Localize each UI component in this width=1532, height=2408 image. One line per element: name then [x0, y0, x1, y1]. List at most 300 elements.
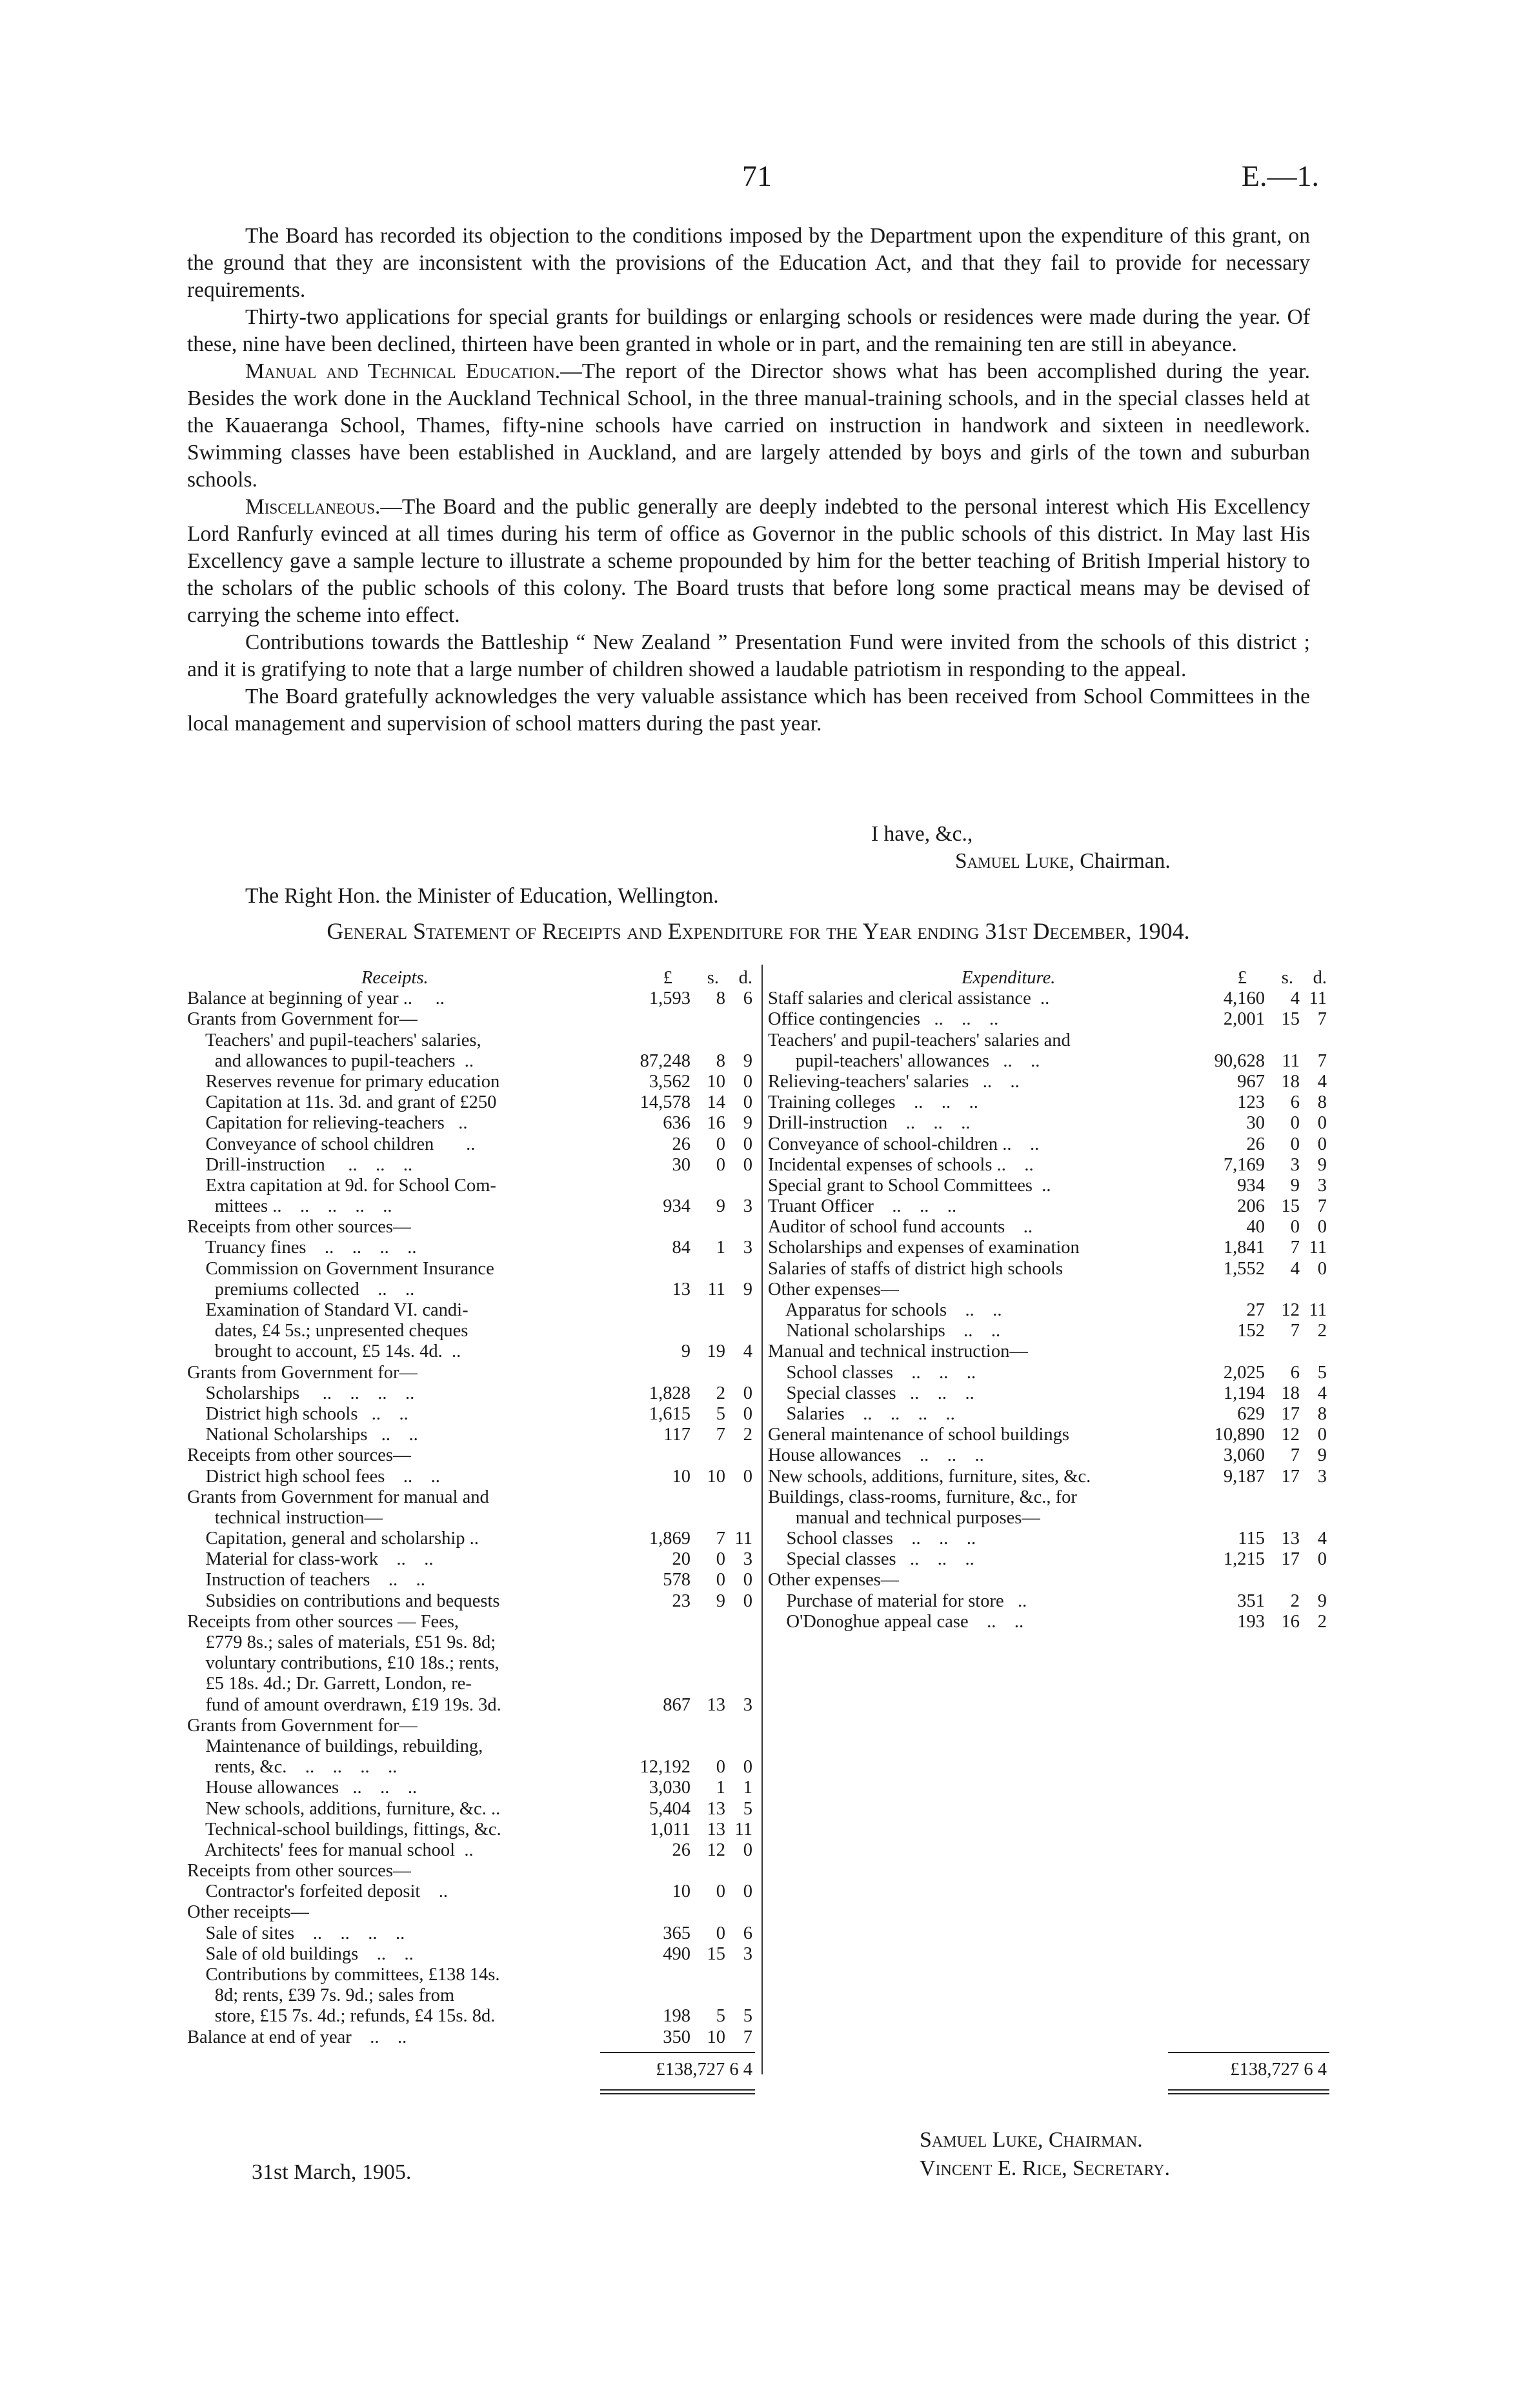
expenditure-heading: Expenditure.	[962, 968, 1056, 988]
receipts-row	[187, 1861, 755, 1881]
pounds-value: 3,060	[1223, 1445, 1265, 1466]
shillings-value: 16	[707, 1113, 725, 1134]
document-reference: E.—1.	[1241, 159, 1319, 192]
pence-value: 4	[1317, 1529, 1327, 1549]
item-label: Special grant to School Committees ..	[768, 1175, 1051, 1196]
pence-value: 11	[1309, 1238, 1327, 1258]
pounds-value: 1,841	[1223, 1238, 1265, 1258]
expenditure-row	[768, 1196, 1329, 1217]
pence-value: 0	[743, 1154, 752, 1175]
shillings-value: 0	[716, 1549, 725, 1570]
shillings-value: 4	[1290, 988, 1300, 1009]
shillings-value: 7	[1290, 1321, 1300, 1341]
item-label: Scholarships .. .. .. ..	[187, 1383, 415, 1403]
shillings-value: 8	[716, 988, 725, 1009]
item-label: District high schools .. ..	[187, 1403, 408, 1424]
receipts-header-row	[187, 968, 755, 988]
shillings-head: s.	[1281, 968, 1293, 988]
pence-value: 5	[1317, 1362, 1327, 1383]
paragraph-text: The Board has recorded its objection to the conditions imposed by the Department upon the expenditure of this grant, on the ground that they are inconsistent with the provisions of the Education Act, and that they fail to provide for necessary requirements.	[187, 224, 1310, 302]
pounds-value: 4,160	[1223, 988, 1265, 1009]
shillings-value: 9	[1290, 1175, 1300, 1196]
item-label: Commission on Government Insurance	[187, 1258, 494, 1279]
pounds-value: 5,404	[649, 1798, 690, 1819]
expenditure-row	[768, 1467, 1329, 1487]
shillings-value: 3	[1290, 1154, 1300, 1175]
page-number: 71	[742, 159, 772, 192]
pence-value: 9	[743, 1279, 752, 1299]
item-label: and allowances to pupil-teachers ..	[187, 1050, 474, 1071]
receipts-row	[187, 1425, 755, 1445]
expenditure-row	[768, 1529, 1329, 1549]
pounds-value: 1,593	[649, 988, 690, 1009]
expenditure-row	[768, 1321, 1329, 1341]
expenditure-total	[1168, 2060, 1329, 2080]
expenditure-row	[768, 1549, 1329, 1570]
expenditure-row	[768, 1009, 1329, 1030]
shillings-value: 7	[1290, 1238, 1300, 1258]
receipts-row	[187, 1799, 755, 1820]
pounds-value: 1,215	[1223, 1549, 1265, 1570]
statement-signatures	[920, 2126, 1170, 2183]
receipts-total-value: £138,727 6 4	[656, 2060, 752, 2080]
item-label: Other receipts—	[187, 1902, 310, 1923]
receipts-total-rule	[600, 2052, 755, 2053]
paragraph	[187, 358, 1310, 494]
expenditure-row	[768, 1404, 1329, 1425]
pounds-value: 1,194	[1223, 1383, 1265, 1403]
item-label: Truancy fines .. .. .. ..	[187, 1238, 417, 1258]
pence-value: 0	[743, 1466, 752, 1487]
expenditure-row	[768, 1591, 1329, 1612]
report-body	[187, 223, 1310, 737]
shillings-value: 10	[707, 1466, 725, 1487]
expenditure-header-row	[768, 968, 1329, 988]
pence-value: 4	[743, 1341, 752, 1362]
shillings-value: 0	[716, 1881, 725, 1902]
pounds-value: 87,248	[640, 1050, 690, 1071]
item-label: Training colleges .. .. ..	[768, 1092, 978, 1113]
pounds-value: 1,828	[649, 1383, 690, 1403]
expenditure-row	[768, 1238, 1329, 1258]
pounds-value: 867	[663, 1694, 690, 1715]
shillings-value: 12	[707, 1840, 725, 1860]
item-label: Examination of Standard VI. candi-	[187, 1300, 469, 1320]
pounds-value: 10	[672, 1881, 690, 1902]
shillings-value: 15	[1281, 1196, 1300, 1217]
item-label: Grants from Government for—	[187, 1362, 418, 1383]
pounds-value: 967	[1237, 1071, 1265, 1092]
receipts-row	[187, 1009, 755, 1030]
pence-value: 6	[743, 1923, 752, 1943]
receipts-row	[187, 1445, 755, 1466]
shillings-value: 5	[716, 1403, 725, 1424]
pounds-value: 115	[1238, 1529, 1265, 1549]
pounds-value: 30	[672, 1154, 690, 1175]
item-label: Technical-school buildings, fittings, &c.	[187, 1819, 501, 1840]
expenditure-row	[768, 1363, 1329, 1383]
pounds-head: £	[663, 968, 672, 988]
shillings-value: 13	[707, 1819, 725, 1840]
item-label: Other expenses—	[768, 1570, 900, 1590]
item-label: Incidental expenses of schools .. ..	[768, 1154, 1034, 1175]
item-label: Receipts from other sources — Fees,	[187, 1611, 459, 1632]
receipts-row	[187, 1591, 755, 1612]
item-label: Reserves revenue for primary education	[187, 1071, 500, 1092]
item-label: Office contingencies .. .. ..	[768, 1009, 999, 1030]
pounds-value: 12,192	[640, 1757, 690, 1778]
shillings-value: 0	[1290, 1217, 1300, 1238]
receipts-row	[187, 1508, 755, 1529]
item-label: Extra capitation at 9d. for School Com-	[187, 1175, 496, 1196]
paragraph-text: Thirty-two applications for special grants for buildings or enlarging schools or residences were made during the year. Of these, nine have been declined, thirteen have been granted in whole or in part, and the remaining ten are still in abeyance.	[187, 305, 1310, 356]
expenditure-row	[768, 1051, 1329, 1072]
pence-value: 0	[1317, 1134, 1327, 1154]
shillings-value: 5	[716, 2006, 725, 2027]
receipts-row	[187, 1051, 755, 1072]
item-label: Maintenance of buildings, rebuilding,	[187, 1736, 483, 1756]
pence-value: 7	[1317, 1050, 1327, 1071]
pence-value: 9	[743, 1050, 752, 1071]
item-label: General maintenance of school buildings	[768, 1425, 1069, 1445]
expenditure-row	[768, 1279, 1329, 1300]
pounds-value: 934	[663, 1196, 690, 1217]
receipts-row	[187, 1113, 755, 1134]
receipts-row	[187, 1404, 755, 1425]
pounds-value: 1,552	[1223, 1258, 1265, 1279]
item-label: Grants from Government for—	[187, 1715, 418, 1736]
receipts-row	[187, 1736, 755, 1757]
expenditure-row	[768, 1155, 1329, 1176]
expenditure-row	[768, 1445, 1329, 1466]
pounds-value: 123	[1237, 1092, 1265, 1113]
item-label: technical instruction—	[187, 1507, 383, 1528]
shillings-value: 17	[1281, 1466, 1300, 1487]
pence-value: 1	[743, 1778, 752, 1798]
i-have-line: I have, &c.,	[871, 822, 973, 846]
page-header	[0, 159, 1532, 204]
pence-value: 8	[1317, 1092, 1327, 1113]
pence-value: 5	[743, 1798, 752, 1819]
pounds-value: 206	[1237, 1196, 1265, 1217]
item-label: School classes .. .. ..	[768, 1529, 976, 1549]
paragraph	[187, 304, 1310, 358]
pence-value: 5	[743, 2006, 752, 2027]
item-label: Drill-instruction .. .. ..	[187, 1154, 413, 1175]
paragraph	[187, 629, 1310, 683]
item-label: mittees .. .. .. .. ..	[187, 1196, 392, 1217]
receipts-row	[187, 1092, 755, 1113]
item-label: Architects' fees for manual school ..	[187, 1840, 474, 1860]
receipts-row	[187, 1757, 755, 1778]
pence-value: 0	[743, 1383, 752, 1403]
item-label: fund of amount overdrawn, £19 19s. 3d.	[187, 1694, 501, 1715]
item-label: Contributions by committees, £138 14s.	[187, 1965, 500, 1985]
receipts-row	[187, 1965, 755, 1985]
pence-value: 3	[1317, 1175, 1327, 1196]
shillings-value: 15	[707, 1943, 725, 1964]
receipts-row	[187, 1134, 755, 1155]
pence-value: 7	[743, 2027, 752, 2047]
pounds-value: 40	[1246, 1217, 1265, 1238]
shillings-value: 4	[1290, 1258, 1300, 1279]
shillings-value: 13	[707, 1694, 725, 1715]
pounds-value: 2,025	[1223, 1362, 1265, 1383]
pence-value: 4	[1317, 1383, 1327, 1403]
item-label: New schools, additions, furniture, sites, &c.	[768, 1466, 1091, 1487]
pence-value: 2	[743, 1425, 752, 1445]
paragraph-text: Contributions towards the Battleship “ New Zealand ” Presentation Fund were invited from the schools of this district ; and it is gratifying to note that a large number of children showed a laudable patriotism in responding to the appeal.	[187, 630, 1310, 681]
pounds-value: 90,628	[1214, 1050, 1265, 1071]
shillings-value: 11	[707, 1279, 725, 1299]
pounds-value: 13	[672, 1279, 690, 1299]
expenditure-total-rule	[1168, 2052, 1329, 2053]
item-label: Truant Officer .. .. ..	[768, 1196, 957, 1217]
shillings-value: 18	[1281, 1383, 1300, 1403]
item-label: Teachers' and pupil-teachers' salaries and	[768, 1030, 1071, 1050]
pounds-value: 117	[663, 1425, 690, 1445]
pounds-value: 3,030	[649, 1778, 690, 1798]
item-label: Capitation, general and scholarship ..	[187, 1529, 479, 1549]
pence-value: 11	[734, 1819, 752, 1840]
pence-value: 4	[1317, 1071, 1327, 1092]
receipts-table	[187, 968, 755, 2048]
item-label: Conveyance of school children ..	[187, 1134, 476, 1154]
expenditure-row	[768, 1176, 1329, 1196]
expenditure-row	[768, 1092, 1329, 1113]
item-label: Balance at end of year .. ..	[187, 2027, 407, 2047]
item-label: Grants from Government for manual and	[187, 1487, 489, 1507]
pence-value: 9	[1317, 1590, 1327, 1611]
pence-value: 7	[1317, 1196, 1327, 1217]
item-label: store, £15 7s. 4d.; refunds, £4 15s. 8d.	[187, 2006, 496, 2027]
receipts-row	[187, 1196, 755, 1217]
pounds-value: 9	[681, 1341, 690, 1362]
shillings-head: s.	[707, 968, 719, 988]
pounds-value: 1,869	[649, 1529, 690, 1549]
item-label: Receipts from other sources—	[187, 1217, 412, 1238]
pence-value: 0	[1317, 1217, 1327, 1238]
shillings-value: 8	[716, 1050, 725, 1071]
pence-value: 0	[1317, 1258, 1327, 1279]
pounds-value: 30	[1246, 1113, 1265, 1134]
pence-value: 0	[743, 1134, 752, 1154]
item-label: Other expenses—	[768, 1279, 900, 1299]
pounds-value: 20	[672, 1549, 690, 1570]
pence-value: 3	[743, 1238, 752, 1258]
receipts-row	[187, 1840, 755, 1861]
expenditure-row	[768, 1072, 1329, 1092]
pence-value: 0	[743, 1840, 752, 1860]
shillings-value: 14	[707, 1092, 725, 1113]
pence-value: 0	[743, 1403, 752, 1424]
item-label: Contractor's forfeited deposit ..	[187, 1881, 449, 1902]
item-label: pupil-teachers' allowances .. ..	[768, 1050, 1040, 1071]
receipts-row	[187, 1030, 755, 1051]
item-label: Manual and technical instruction—	[768, 1341, 1028, 1362]
pounds-value: 636	[663, 1113, 690, 1134]
expenditure-row	[768, 1113, 1329, 1134]
expenditure-row	[768, 1487, 1329, 1508]
paragraph	[187, 223, 1310, 304]
shillings-value: 7	[716, 1425, 725, 1445]
receipts-row	[187, 1155, 755, 1176]
receipts-row	[187, 1985, 755, 2006]
item-label: Special classes .. .. ..	[768, 1549, 974, 1570]
shillings-value: 10	[707, 2027, 725, 2047]
item-label: Sale of old buildings .. ..	[187, 1943, 414, 1964]
item-label: School classes .. .. ..	[768, 1362, 976, 1383]
expenditure-row	[768, 988, 1329, 1009]
item-label: National Scholarships .. ..	[187, 1425, 418, 1445]
pounds-value: 198	[663, 2006, 690, 2027]
shillings-value: 0	[1290, 1113, 1300, 1134]
shillings-value: 6	[1290, 1092, 1300, 1113]
item-label: Salaries of staffs of district high schools	[768, 1258, 1063, 1279]
pence-value: 6	[743, 988, 752, 1009]
pence-value: 3	[743, 1549, 752, 1570]
pounds-value: 10,890	[1214, 1425, 1265, 1445]
expenditure-row	[768, 1612, 1329, 1632]
pounds-value: 365	[663, 1923, 690, 1943]
pounds-value: 9,187	[1223, 1466, 1265, 1487]
shillings-value: 0	[716, 1923, 725, 1943]
pounds-value: 3,562	[649, 1071, 690, 1092]
item-label: Balance at beginning of year .. ..	[187, 988, 445, 1009]
expenditure-row	[768, 1508, 1329, 1529]
pounds-value: 490	[663, 1943, 690, 1964]
paragraph-text: The Board gratefully acknowledges the very valuable assistance which has been received from School Committees in the local management and supervision of school matters during the past year.	[187, 685, 1310, 736]
pounds-value: 14,578	[640, 1092, 690, 1113]
pence-value: 8	[1317, 1403, 1327, 1424]
item-label: Relieving-teachers' salaries .. ..	[768, 1071, 1020, 1092]
receipts-row	[187, 1653, 755, 1674]
pence-value: 9	[1317, 1154, 1327, 1175]
shillings-value: 9	[716, 1196, 725, 1217]
chairman-signature: Samuel Luke, Chairman.	[920, 2128, 1143, 2152]
item-label: Drill-instruction .. .. ..	[768, 1113, 971, 1134]
item-label: Purchase of material for store ..	[768, 1590, 1027, 1611]
pence-value: 11	[1309, 988, 1327, 1009]
receipts-row	[187, 1632, 755, 1653]
receipts-row	[187, 1383, 755, 1404]
expenditure-row	[768, 1134, 1329, 1155]
receipts-row	[187, 1820, 755, 1840]
receipts-row	[187, 1923, 755, 1944]
receipts-row	[187, 1238, 755, 1258]
receipts-row	[187, 1881, 755, 1902]
receipts-row	[187, 1570, 755, 1590]
item-label: Special classes .. .. ..	[768, 1383, 974, 1403]
receipts-total-double-rule	[600, 2089, 755, 2091]
pence-value: 2	[1317, 1321, 1327, 1341]
item-label: Scholarships and expenses of examination	[768, 1238, 1080, 1258]
pounds-value: 26	[1246, 1134, 1265, 1154]
paragraph-text: —The report of the Director shows what has been accomplished during the year. Besides the work done in the Auckland Technical School, in the three manual-training schools, and in the special classes held at the Kauaeranga School, Thames, fifty-nine schools have carried on instruction in handwork and sixteen in needlework. Swimming classes have been established in Auckland, and are largely attended by boys and girls of the town and suburban schools.	[187, 359, 1310, 492]
signature-line	[187, 848, 1310, 875]
item-label: Instruction of teachers .. ..	[187, 1570, 425, 1590]
shillings-value: 2	[716, 1383, 725, 1403]
pence-value: 0	[1317, 1549, 1327, 1570]
item-label: House allowances .. .. ..	[187, 1778, 418, 1798]
pounds-value: 351	[1237, 1590, 1265, 1611]
receipts-total	[600, 2060, 755, 2080]
expenditure-row	[768, 1300, 1329, 1321]
expenditure-row	[768, 1425, 1329, 1445]
receipts-row	[187, 1529, 755, 1549]
item-label: voluntary contributions, £10 18s.; rents,	[187, 1653, 499, 1674]
shillings-value: 17	[1281, 1403, 1300, 1424]
item-label: House allowances .. .. ..	[768, 1445, 984, 1466]
pounds-head: £	[1237, 968, 1247, 988]
expenditure-total-double-rule	[1168, 2089, 1329, 2091]
pence-value: 3	[743, 1943, 752, 1964]
shillings-value: 0	[716, 1757, 725, 1778]
item-label: Conveyance of school-children .. ..	[768, 1134, 1040, 1154]
pounds-value: 350	[663, 2027, 690, 2047]
shillings-value: 13	[1281, 1529, 1300, 1549]
item-label: Subsidies on contributions and bequests	[187, 1590, 500, 1611]
pence-value: 0	[743, 1590, 752, 1611]
item-label: Capitation at 11s. 3d. and grant of £250	[187, 1092, 497, 1113]
item-label: Capitation for relieving-teachers ..	[187, 1113, 468, 1134]
pence-value: 3	[743, 1196, 752, 1217]
secretary-signature: Vincent E. Rice, Secretary.	[920, 2156, 1170, 2180]
pounds-value: 26	[672, 1840, 690, 1860]
statement-title: General Statement of Receipts and Expenditure for the Year ending 31st December, 1904.	[327, 918, 1190, 944]
receipts-row	[187, 988, 755, 1009]
pence-value: 3	[743, 1694, 752, 1715]
paragraph-heading: Manual and Technical Education.	[245, 359, 561, 383]
receipts-row	[187, 1695, 755, 1716]
expenditure-row	[768, 1030, 1329, 1051]
receipts-row	[187, 1549, 755, 1570]
receipts-row	[187, 1902, 755, 1923]
pounds-value: 26	[672, 1134, 690, 1154]
pence-value: 0	[743, 1092, 752, 1113]
shillings-value: 16	[1281, 1611, 1300, 1632]
receipts-row	[187, 2027, 755, 2048]
receipts-row	[187, 1612, 755, 1632]
expenditure-row	[768, 1570, 1329, 1590]
pounds-value: 152	[1237, 1321, 1265, 1341]
shillings-value: 0	[1290, 1134, 1300, 1154]
receipts-row	[187, 1363, 755, 1383]
pence-value: 2	[1317, 1611, 1327, 1632]
item-label: Staff salaries and clerical assistance ..	[768, 988, 1050, 1009]
pounds-value: 934	[1237, 1175, 1265, 1196]
expenditure-row	[768, 1217, 1329, 1238]
item-label: Receipts from other sources—	[187, 1445, 412, 1466]
expenditure-row	[768, 1383, 1329, 1404]
item-label: Apparatus for schools .. ..	[768, 1300, 1002, 1320]
pence-value: 0	[743, 1757, 752, 1778]
receipts-row	[187, 1176, 755, 1196]
item-label: O'Donoghue appeal case .. ..	[768, 1611, 1024, 1632]
pence-value: 0	[743, 1071, 752, 1092]
shillings-value: 0	[716, 1570, 725, 1590]
receipts-row	[187, 1487, 755, 1508]
pence-value: 11	[734, 1529, 752, 1549]
pence-value: 7	[1317, 1009, 1327, 1030]
pence-value: 0	[743, 1570, 752, 1590]
item-label: rents, &c. .. .. .. ..	[187, 1757, 398, 1778]
pounds-value: 27	[1246, 1300, 1265, 1320]
item-label: dates, £4 5s.; unpresented cheques	[187, 1321, 469, 1341]
pence-head: d.	[738, 968, 752, 988]
receipts-row	[187, 1072, 755, 1092]
item-label: New schools, additions, furniture, &c. ..	[187, 1798, 501, 1819]
